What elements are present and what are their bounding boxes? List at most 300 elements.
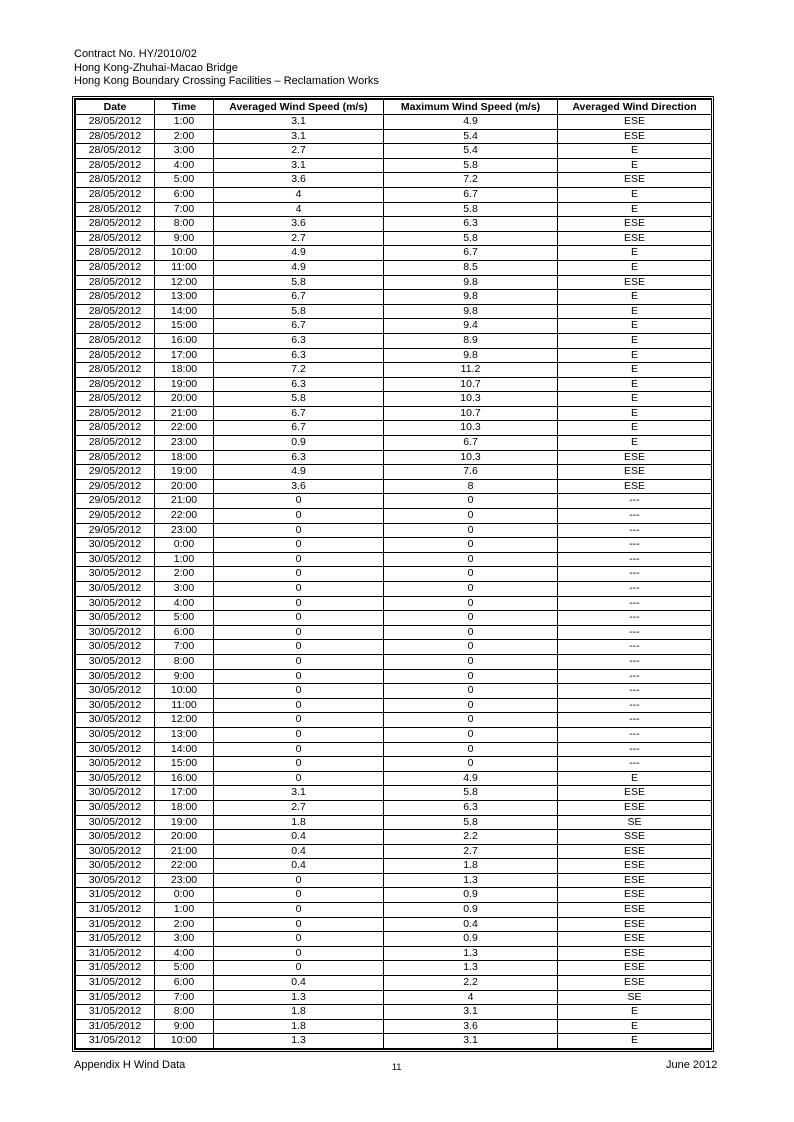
cell-date: 30/05/2012: [76, 815, 155, 830]
cell-time: 18:00: [155, 363, 214, 378]
table-row: [76, 669, 712, 684]
cell-date: 30/05/2012: [76, 757, 155, 772]
cell-date: 29/05/2012: [76, 523, 155, 538]
cell-time: 3:00: [155, 582, 214, 597]
table-row: [76, 625, 712, 640]
table-row: [76, 727, 712, 742]
cell-date: 30/05/2012: [76, 727, 155, 742]
cell-time: 10:00: [155, 684, 214, 699]
cell-date: 30/05/2012: [76, 684, 155, 699]
table-row: [76, 1034, 712, 1049]
table-row: [76, 465, 712, 480]
cell-avg-speed: 7.2: [214, 363, 384, 378]
table-row: [76, 173, 712, 188]
cell-avg-speed: 1.3: [214, 990, 384, 1005]
table-row: [76, 1019, 712, 1034]
cell-max-speed: 0: [384, 582, 558, 597]
table-row: [76, 611, 712, 626]
cell-direction: ESE: [558, 479, 712, 494]
table-row: [76, 377, 712, 392]
cell-direction: ESE: [558, 465, 712, 480]
cell-date: 30/05/2012: [76, 786, 155, 801]
cell-avg-speed: 6.3: [214, 333, 384, 348]
cell-avg-speed: 1.3: [214, 1034, 384, 1049]
cell-avg-speed: 0: [214, 961, 384, 976]
cell-time: 7:00: [155, 990, 214, 1005]
cell-avg-speed: 3.6: [214, 173, 384, 188]
cell-avg-speed: 1.8: [214, 1019, 384, 1034]
cell-max-speed: 0: [384, 713, 558, 728]
cell-direction: ESE: [558, 859, 712, 874]
cell-time: 14:00: [155, 304, 214, 319]
cell-direction: ---: [558, 684, 712, 699]
cell-max-speed: 5.4: [384, 129, 558, 144]
cell-time: 4:00: [155, 946, 214, 961]
table-row: [76, 582, 712, 597]
cell-direction: E: [558, 202, 712, 217]
cell-max-speed: 0: [384, 567, 558, 582]
cell-direction: E: [558, 290, 712, 305]
cell-avg-speed: 0: [214, 946, 384, 961]
cell-max-speed: 0: [384, 596, 558, 611]
cell-date: 28/05/2012: [76, 406, 155, 421]
cell-time: 18:00: [155, 450, 214, 465]
cell-direction: ---: [558, 625, 712, 640]
cell-time: 6:00: [155, 976, 214, 991]
cell-avg-speed: 0: [214, 582, 384, 597]
cell-direction: E: [558, 363, 712, 378]
cell-avg-speed: 3.1: [214, 786, 384, 801]
cell-date: 28/05/2012: [76, 217, 155, 232]
cell-max-speed: 0: [384, 523, 558, 538]
cell-date: 30/05/2012: [76, 596, 155, 611]
cell-date: 28/05/2012: [76, 246, 155, 261]
table-row: [76, 450, 712, 465]
cell-direction: E: [558, 304, 712, 319]
cell-max-speed: 7.2: [384, 173, 558, 188]
cell-avg-speed: 4: [214, 187, 384, 202]
cell-max-speed: 9.4: [384, 319, 558, 334]
cell-direction: ---: [558, 494, 712, 509]
cell-max-speed: 0.9: [384, 903, 558, 918]
table-row: [76, 640, 712, 655]
cell-direction: ESE: [558, 844, 712, 859]
cell-date: 30/05/2012: [76, 698, 155, 713]
cell-avg-speed: 6.7: [214, 406, 384, 421]
cell-date: 31/05/2012: [76, 976, 155, 991]
table-row: [76, 990, 712, 1005]
cell-direction: E: [558, 1005, 712, 1020]
table-body: [76, 115, 712, 1049]
cell-time: 2:00: [155, 567, 214, 582]
cell-max-speed: 0: [384, 552, 558, 567]
cell-date: 28/05/2012: [76, 158, 155, 173]
cell-direction: ---: [558, 611, 712, 626]
cell-date: 28/05/2012: [76, 319, 155, 334]
cell-max-speed: 10.3: [384, 392, 558, 407]
cell-time: 17:00: [155, 348, 214, 363]
cell-avg-speed: 0: [214, 523, 384, 538]
cell-max-speed: 4.9: [384, 115, 558, 130]
cell-direction: E: [558, 436, 712, 451]
cell-max-speed: 8: [384, 479, 558, 494]
cell-time: 22:00: [155, 859, 214, 874]
cell-date: 31/05/2012: [76, 1019, 155, 1034]
cell-avg-speed: 0: [214, 757, 384, 772]
table-row: [76, 976, 712, 991]
column-header-time: Time: [155, 100, 214, 115]
cell-time: 13:00: [155, 290, 214, 305]
cell-max-speed: 0.9: [384, 932, 558, 947]
footer-page-number: 11: [392, 1062, 402, 1072]
cell-time: 22:00: [155, 421, 214, 436]
table-row: [76, 494, 712, 509]
table-row: [76, 304, 712, 319]
table-row: [76, 144, 712, 159]
cell-date: 28/05/2012: [76, 260, 155, 275]
cell-avg-speed: 0.9: [214, 436, 384, 451]
table-row: [76, 392, 712, 407]
cell-time: 8:00: [155, 654, 214, 669]
cell-direction: ---: [558, 654, 712, 669]
cell-time: 2:00: [155, 129, 214, 144]
cell-max-speed: 1.3: [384, 946, 558, 961]
cell-direction: ESE: [558, 786, 712, 801]
cell-max-speed: 0: [384, 669, 558, 684]
cell-direction: ---: [558, 742, 712, 757]
table-row: [76, 538, 712, 553]
cell-max-speed: 0: [384, 698, 558, 713]
cell-max-speed: 5.8: [384, 786, 558, 801]
cell-avg-speed: 0: [214, 640, 384, 655]
cell-date: 28/05/2012: [76, 173, 155, 188]
cell-max-speed: 5.8: [384, 202, 558, 217]
cell-date: 29/05/2012: [76, 479, 155, 494]
cell-direction: ---: [558, 669, 712, 684]
cell-max-speed: 7.6: [384, 465, 558, 480]
cell-avg-speed: 0: [214, 625, 384, 640]
cell-max-speed: 6.7: [384, 436, 558, 451]
cell-time: 8:00: [155, 1005, 214, 1020]
cell-max-speed: 5.8: [384, 158, 558, 173]
table-row: [76, 187, 712, 202]
cell-date: 30/05/2012: [76, 567, 155, 582]
cell-date: 30/05/2012: [76, 844, 155, 859]
cell-max-speed: 2.2: [384, 976, 558, 991]
cell-max-speed: 0: [384, 509, 558, 524]
cell-date: 28/05/2012: [76, 202, 155, 217]
cell-avg-speed: 0: [214, 713, 384, 728]
cell-date: 28/05/2012: [76, 377, 155, 392]
table-row: [76, 202, 712, 217]
cell-time: 5:00: [155, 173, 214, 188]
cell-avg-speed: 0.4: [214, 859, 384, 874]
cell-time: 13:00: [155, 727, 214, 742]
cell-date: 28/05/2012: [76, 392, 155, 407]
cell-direction: E: [558, 260, 712, 275]
cell-time: 20:00: [155, 830, 214, 845]
cell-direction: ESE: [558, 976, 712, 991]
cell-avg-speed: 4: [214, 202, 384, 217]
table-row: [76, 319, 712, 334]
cell-direction: ---: [558, 523, 712, 538]
cell-date: 31/05/2012: [76, 1005, 155, 1020]
cell-direction: ESE: [558, 450, 712, 465]
cell-time: 10:00: [155, 246, 214, 261]
cell-max-speed: 10.7: [384, 377, 558, 392]
cell-avg-speed: 5.8: [214, 304, 384, 319]
cell-time: 1:00: [155, 115, 214, 130]
cell-time: 9:00: [155, 231, 214, 246]
cell-date: 28/05/2012: [76, 421, 155, 436]
table-header-row: [76, 100, 712, 115]
cell-avg-speed: 5.8: [214, 275, 384, 290]
cell-time: 9:00: [155, 669, 214, 684]
cell-time: 18:00: [155, 800, 214, 815]
table-row: [76, 713, 712, 728]
cell-max-speed: 2.7: [384, 844, 558, 859]
cell-avg-speed: 0: [214, 903, 384, 918]
cell-direction: E: [558, 348, 712, 363]
cell-direction: ESE: [558, 946, 712, 961]
cell-date: 29/05/2012: [76, 494, 155, 509]
cell-date: 30/05/2012: [76, 771, 155, 786]
cell-date: 30/05/2012: [76, 582, 155, 597]
footer-date: June 2012: [666, 1059, 718, 1071]
cell-avg-speed: 6.3: [214, 450, 384, 465]
column-header-date: Date: [76, 100, 155, 115]
table-row: [76, 567, 712, 582]
cell-date: 28/05/2012: [76, 144, 155, 159]
cell-time: 20:00: [155, 479, 214, 494]
cell-time: 5:00: [155, 611, 214, 626]
cell-avg-speed: 0: [214, 538, 384, 553]
cell-date: 31/05/2012: [76, 961, 155, 976]
cell-max-speed: 0: [384, 727, 558, 742]
cell-time: 16:00: [155, 333, 214, 348]
cell-max-speed: 3.1: [384, 1005, 558, 1020]
table-row: [76, 654, 712, 669]
cell-direction: ESE: [558, 961, 712, 976]
cell-max-speed: 6.3: [384, 800, 558, 815]
cell-max-speed: 3.1: [384, 1034, 558, 1049]
cell-max-speed: 0: [384, 654, 558, 669]
cell-date: 29/05/2012: [76, 509, 155, 524]
table-row: [76, 786, 712, 801]
cell-avg-speed: 0: [214, 888, 384, 903]
cell-max-speed: 5.8: [384, 231, 558, 246]
cell-avg-speed: 2.7: [214, 231, 384, 246]
cell-date: 30/05/2012: [76, 640, 155, 655]
cell-avg-speed: 0: [214, 698, 384, 713]
cell-date: 28/05/2012: [76, 436, 155, 451]
cell-time: 15:00: [155, 757, 214, 772]
cell-date: 30/05/2012: [76, 669, 155, 684]
table-row: [76, 552, 712, 567]
cell-max-speed: 0: [384, 684, 558, 699]
cell-max-speed: 9.8: [384, 348, 558, 363]
cell-direction: E: [558, 406, 712, 421]
cell-direction: ESE: [558, 217, 712, 232]
table-row: [76, 275, 712, 290]
document-header: [74, 48, 379, 89]
column-header-max-speed: Maximum Wind Speed (m/s): [384, 100, 558, 115]
cell-direction: E: [558, 1034, 712, 1049]
cell-time: 0:00: [155, 888, 214, 903]
cell-time: 5:00: [155, 961, 214, 976]
cell-direction: E: [558, 392, 712, 407]
column-header-avg-speed: Averaged Wind Speed (m/s): [214, 100, 384, 115]
cell-avg-speed: 0: [214, 684, 384, 699]
cell-date: 31/05/2012: [76, 990, 155, 1005]
cell-avg-speed: 0: [214, 494, 384, 509]
cell-avg-speed: 6.3: [214, 348, 384, 363]
cell-max-speed: 5.4: [384, 144, 558, 159]
table-row: [76, 406, 712, 421]
cell-time: 23:00: [155, 873, 214, 888]
cell-direction: ESE: [558, 173, 712, 188]
cell-direction: ---: [558, 538, 712, 553]
cell-max-speed: 2.2: [384, 830, 558, 845]
table-row: [76, 436, 712, 451]
cell-date: 28/05/2012: [76, 187, 155, 202]
table-row: [76, 830, 712, 845]
cell-direction: ESE: [558, 275, 712, 290]
cell-time: 3:00: [155, 932, 214, 947]
table-row: [76, 363, 712, 378]
cell-date: 31/05/2012: [76, 946, 155, 961]
cell-max-speed: 5.8: [384, 815, 558, 830]
cell-date: 30/05/2012: [76, 625, 155, 640]
table-row: [76, 260, 712, 275]
cell-time: 4:00: [155, 596, 214, 611]
cell-avg-speed: 0.4: [214, 976, 384, 991]
cell-avg-speed: 0: [214, 917, 384, 932]
cell-max-speed: 11.2: [384, 363, 558, 378]
cell-date: 30/05/2012: [76, 654, 155, 669]
cell-time: 0:00: [155, 538, 214, 553]
cell-time: 2:00: [155, 917, 214, 932]
cell-max-speed: 4.9: [384, 771, 558, 786]
cell-direction: ---: [558, 567, 712, 582]
cell-max-speed: 0: [384, 757, 558, 772]
table-row: [76, 348, 712, 363]
cell-direction: ESE: [558, 129, 712, 144]
cell-avg-speed: 3.6: [214, 217, 384, 232]
cell-direction: ---: [558, 552, 712, 567]
cell-direction: E: [558, 319, 712, 334]
cell-time: 22:00: [155, 509, 214, 524]
project-name: Hong Kong-Zhuhai-Macao Bridge: [74, 61, 238, 74]
table-row: [76, 757, 712, 772]
wind-data-table-frame: [72, 96, 714, 1052]
cell-time: 19:00: [155, 377, 214, 392]
cell-time: 23:00: [155, 523, 214, 538]
cell-avg-speed: 0.4: [214, 844, 384, 859]
table-row: [76, 231, 712, 246]
cell-direction: ---: [558, 596, 712, 611]
cell-time: 12:00: [155, 713, 214, 728]
cell-date: 28/05/2012: [76, 129, 155, 144]
cell-direction: SE: [558, 815, 712, 830]
cell-time: 3:00: [155, 144, 214, 159]
table-row: [76, 246, 712, 261]
table-row: [76, 217, 712, 232]
table-row: [76, 771, 712, 786]
table-row: [76, 961, 712, 976]
cell-date: 28/05/2012: [76, 363, 155, 378]
cell-date: 29/05/2012: [76, 465, 155, 480]
cell-avg-speed: 0: [214, 727, 384, 742]
table-row: [76, 1005, 712, 1020]
cell-max-speed: 0: [384, 640, 558, 655]
cell-direction: ESE: [558, 115, 712, 130]
cell-max-speed: 6.7: [384, 246, 558, 261]
cell-time: 16:00: [155, 771, 214, 786]
cell-max-speed: 4: [384, 990, 558, 1005]
cell-direction: E: [558, 333, 712, 348]
cell-date: 31/05/2012: [76, 917, 155, 932]
cell-avg-speed: 6.7: [214, 421, 384, 436]
cell-avg-speed: 6.7: [214, 319, 384, 334]
table-row: [76, 129, 712, 144]
cell-date: 30/05/2012: [76, 538, 155, 553]
cell-avg-speed: 0: [214, 567, 384, 582]
cell-avg-speed: 0: [214, 596, 384, 611]
cell-max-speed: 9.8: [384, 304, 558, 319]
table-row: [76, 698, 712, 713]
table-row: [76, 815, 712, 830]
cell-avg-speed: 3.1: [214, 115, 384, 130]
cell-max-speed: 9.8: [384, 275, 558, 290]
table-row: [76, 932, 712, 947]
cell-direction: ---: [558, 713, 712, 728]
cell-avg-speed: 3.1: [214, 129, 384, 144]
footer-appendix-label: Appendix H Wind Data: [74, 1059, 186, 1071]
cell-direction: E: [558, 187, 712, 202]
column-header-direction: Averaged Wind Direction: [558, 100, 712, 115]
table-row: [76, 888, 712, 903]
cell-time: 4:00: [155, 158, 214, 173]
table-row: [76, 523, 712, 538]
cell-avg-speed: 3.6: [214, 479, 384, 494]
cell-direction: E: [558, 158, 712, 173]
cell-max-speed: 10.7: [384, 406, 558, 421]
cell-direction: SSE: [558, 830, 712, 845]
cell-date: 28/05/2012: [76, 115, 155, 130]
cell-direction: ---: [558, 640, 712, 655]
cell-max-speed: 8.9: [384, 333, 558, 348]
cell-date: 30/05/2012: [76, 800, 155, 815]
cell-avg-speed: 4.9: [214, 246, 384, 261]
cell-time: 11:00: [155, 698, 214, 713]
cell-date: 31/05/2012: [76, 932, 155, 947]
cell-date: 28/05/2012: [76, 290, 155, 305]
table-row: [76, 903, 712, 918]
cell-avg-speed: 0.4: [214, 830, 384, 845]
cell-avg-speed: 0: [214, 742, 384, 757]
cell-time: 12:00: [155, 275, 214, 290]
table-row: [76, 684, 712, 699]
table-row: [76, 421, 712, 436]
cell-time: 19:00: [155, 465, 214, 480]
cell-time: 6:00: [155, 625, 214, 640]
cell-max-speed: 0: [384, 494, 558, 509]
cell-max-speed: 9.8: [384, 290, 558, 305]
cell-date: 30/05/2012: [76, 859, 155, 874]
cell-avg-speed: 4.9: [214, 465, 384, 480]
cell-max-speed: 1.3: [384, 873, 558, 888]
